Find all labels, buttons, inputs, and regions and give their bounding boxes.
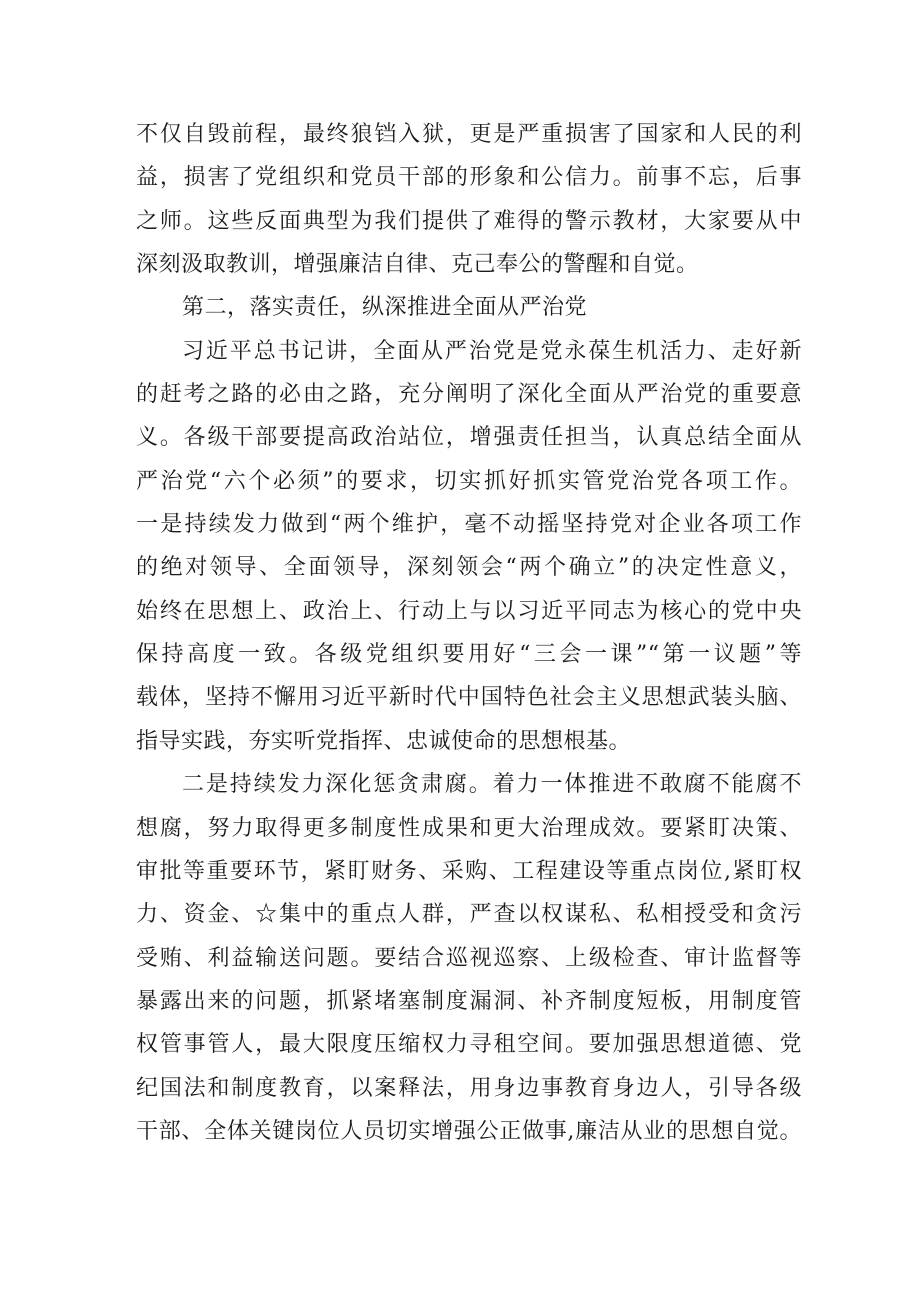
section-heading xyxy=(136,286,802,329)
text-line: 想腐，努力取得更多制度性成果和更大治理成效。要紧盯决策、 xyxy=(136,815,802,841)
text-line: 一是持续发力做到“两个维护，毫不动摇坚持党对企业各项工作 xyxy=(136,512,802,538)
text-line: 纪国法和制度教育，以案释法，用身边事教育身边人，引导各级 xyxy=(136,1075,802,1101)
text-line: 保持高度一致。各级党组织要用好“三会一课”“第一议题”等 xyxy=(136,642,802,668)
text-line: 载体，坚持不懈用习近平新时代中国特色社会主义思想武装头脑、 xyxy=(136,685,802,711)
text-line: 义。各级干部要提高政治站位，增强责任担当，认真总结全面从 xyxy=(136,425,802,451)
text-line: 之师。这些反面典型为我们提供了难得的警示教材，大家要从中 xyxy=(136,208,802,234)
text-line: 严治党“六个必须”的要求，切实抓好抓实管党治党各项工作。 xyxy=(136,468,802,494)
paragraph xyxy=(136,763,802,1153)
text-line: 力、资金、☆集中的重点人群，严查以权谋私、私相授受和贪污 xyxy=(136,902,802,928)
paragraph-continued xyxy=(136,113,802,286)
paragraph xyxy=(136,330,802,763)
text-line: 审批等重要环节，紧盯财务、采购、工程建设等重点岗位,紧盯权 xyxy=(136,858,802,884)
text-line: 的赶考之路的必由之路，充分阐明了深化全面从严治党的重要意 xyxy=(136,382,802,408)
text-line: 不仅自毁前程，最终狼铛入狱，更是严重损害了国家和人民的利 xyxy=(136,122,802,147)
text-line: 权管事管人，最大限度压缩权力寻租空间。要加强思想道德、党 xyxy=(136,1032,802,1058)
text-line: 始终在思想上、政治上、行动上与以习近平同志为核心的党中央 xyxy=(136,598,802,624)
text-line: 益，损害了党组织和党员干部的形象和公信力。前事不忘，后事 xyxy=(136,165,802,191)
text-line: 深刻汲取教训，增强廉洁自律、克己奉公的警醒和自觉。 xyxy=(136,252,699,278)
text-line: 二是持续发力深化惩贪肃腐。着力一体推进不敢腐不能腐不 xyxy=(182,772,802,798)
text-line: 受贿、利益输送问题。要结合巡视巡察、上级检查、审计监督等 xyxy=(136,945,802,971)
text-line: 习近平总书记讲，全面从严治党是党永葆生机活力、走好新 xyxy=(182,338,802,364)
text-line: 干部、全体关键岗位人员切实增强公正做事,廉洁从业的思想自觉。 xyxy=(136,1118,802,1144)
text-line: 的绝对领导、全面领导，深刻领会“两个确立”的决定性意义， xyxy=(136,555,802,581)
text-line: 暴露出来的问题，抓紧堵塞制度漏洞、补齐制度短板，用制度管 xyxy=(136,988,802,1014)
heading-text: 第二，落实责任，纵深推进全面从严治党 xyxy=(182,295,588,321)
text-line: 指导实践，夯实听党指挥、忠诚使命的思想根基。 xyxy=(136,728,632,754)
